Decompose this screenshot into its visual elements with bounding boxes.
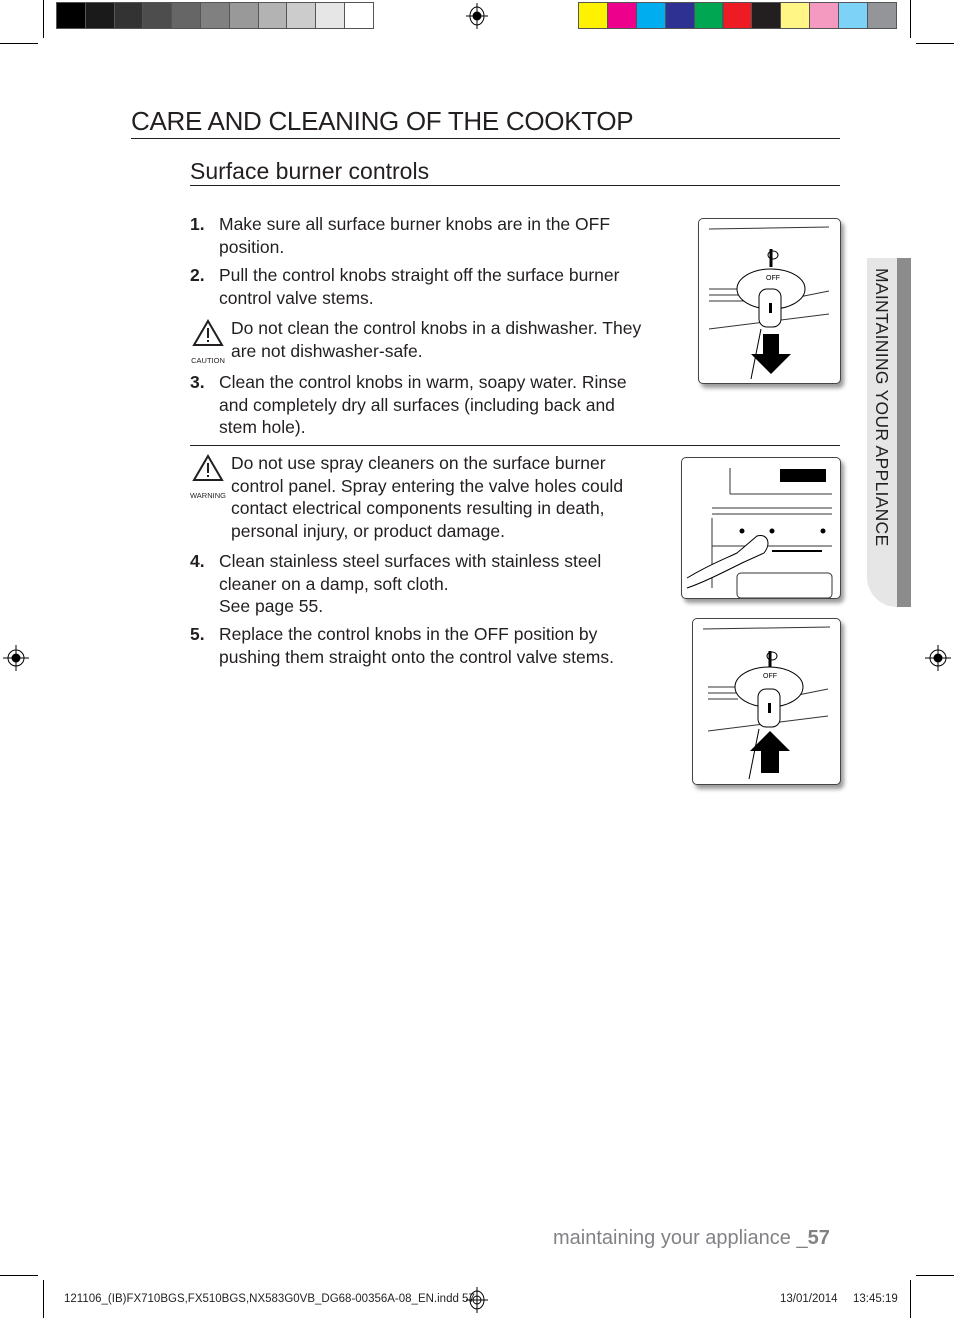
illustration-clean-panel xyxy=(681,457,841,599)
step-number: 5. xyxy=(190,624,205,644)
warning-text: Do not use spray cleaners on the surface burner control panel. Spray entering the valve holes could contact electrical components resulting in death, personal injury, or product damage. xyxy=(231,453,624,541)
color-swatch xyxy=(56,2,86,29)
crop-mark xyxy=(0,43,38,44)
color-swatch xyxy=(85,2,115,29)
step-number: 2. xyxy=(190,265,205,285)
caution-note xyxy=(186,317,656,365)
warning-icon xyxy=(186,454,230,507)
divider xyxy=(190,445,840,446)
caution-icon xyxy=(186,319,230,372)
color-swatch xyxy=(142,2,172,29)
registration-mark-icon xyxy=(925,645,951,671)
color-swatch xyxy=(286,2,316,29)
warning-note xyxy=(186,452,656,542)
color-swatch xyxy=(171,2,201,29)
registration-mark-icon xyxy=(465,1287,489,1313)
print-slug-time: 13:45:19 xyxy=(853,1293,898,1305)
step-text: Pull the control knobs straight off the surface burner control valve stems. xyxy=(219,265,620,308)
crop-mark xyxy=(0,1275,38,1276)
page-title: CARE AND CLEANING OF THE COOKTOP xyxy=(131,106,840,139)
step-text: Clean the control knobs in warm, soapy water. Rinse and completely dry all surfaces (including back and stem hole). xyxy=(219,372,627,437)
page-number: 57 xyxy=(807,1227,830,1249)
page-footer xyxy=(553,1227,830,1250)
color-swatch xyxy=(809,2,839,29)
registration-mark-icon xyxy=(465,3,489,29)
illustration-replace-knob xyxy=(692,618,841,785)
step-5 xyxy=(190,623,650,668)
crop-mark xyxy=(43,1280,44,1318)
color-swatch xyxy=(344,2,374,29)
footer-text: maintaining your appliance _ xyxy=(553,1227,808,1249)
color-swatch xyxy=(315,2,345,29)
color-swatch xyxy=(780,2,810,29)
crop-mark xyxy=(916,1275,954,1276)
step-2 xyxy=(190,264,650,309)
registration-mark-icon xyxy=(3,645,29,671)
print-slug-file: 121106_(IB)FX710BGS,FX510BGS,NX583G0VB_DG68-00356A-08_EN.indd 57 xyxy=(64,1293,475,1305)
warning-label: WARNING xyxy=(190,490,226,500)
section-side-tab xyxy=(867,258,911,607)
step-text: Make sure all surface burner knobs are in the OFF position. xyxy=(219,214,611,257)
caution-label: CAUTION xyxy=(191,355,225,365)
color-swatch xyxy=(114,2,144,29)
color-swatch xyxy=(200,2,230,29)
color-swatch xyxy=(838,2,868,29)
step-text: Clean stainless steel surfaces with stainless steel cleaner on a damp, soft cloth. xyxy=(219,551,602,594)
color-swatch xyxy=(258,2,288,29)
step-4 xyxy=(190,550,650,618)
color-swatch xyxy=(636,2,666,29)
section-title: Surface burner controls xyxy=(190,158,840,186)
side-tab-bar xyxy=(897,258,911,607)
crop-mark xyxy=(43,0,44,38)
step-number: 1. xyxy=(190,214,205,234)
crop-mark xyxy=(910,1280,911,1318)
color-swatch xyxy=(607,2,637,29)
step-number: 3. xyxy=(190,372,205,392)
color-swatch xyxy=(867,2,897,29)
step-reference: See page 55. xyxy=(219,596,324,616)
crop-mark xyxy=(910,0,911,38)
knob-off-label: OFF xyxy=(763,673,777,680)
illustration-remove-knob xyxy=(698,218,841,384)
color-swatch xyxy=(694,2,724,29)
print-slug-date: 13/01/2014 xyxy=(780,1293,838,1305)
step-3 xyxy=(190,371,650,439)
color-swatch xyxy=(751,2,781,29)
color-swatch xyxy=(723,2,753,29)
caution-text: Do not clean the control knobs in a dishwasher. They are not dishwasher-safe. xyxy=(231,318,642,361)
color-swatch xyxy=(578,2,608,29)
crop-mark xyxy=(916,43,954,44)
step-1 xyxy=(190,213,650,258)
step-text: Replace the control knobs in the OFF position by pushing them straight onto the control valve stems. xyxy=(219,624,614,667)
side-tab-label: MAINTAINING YOUR APPLIANCE xyxy=(872,268,892,547)
color-swatch xyxy=(665,2,695,29)
step-number: 4. xyxy=(190,551,205,571)
knob-off-label: OFF xyxy=(766,275,780,282)
color-swatch xyxy=(229,2,259,29)
